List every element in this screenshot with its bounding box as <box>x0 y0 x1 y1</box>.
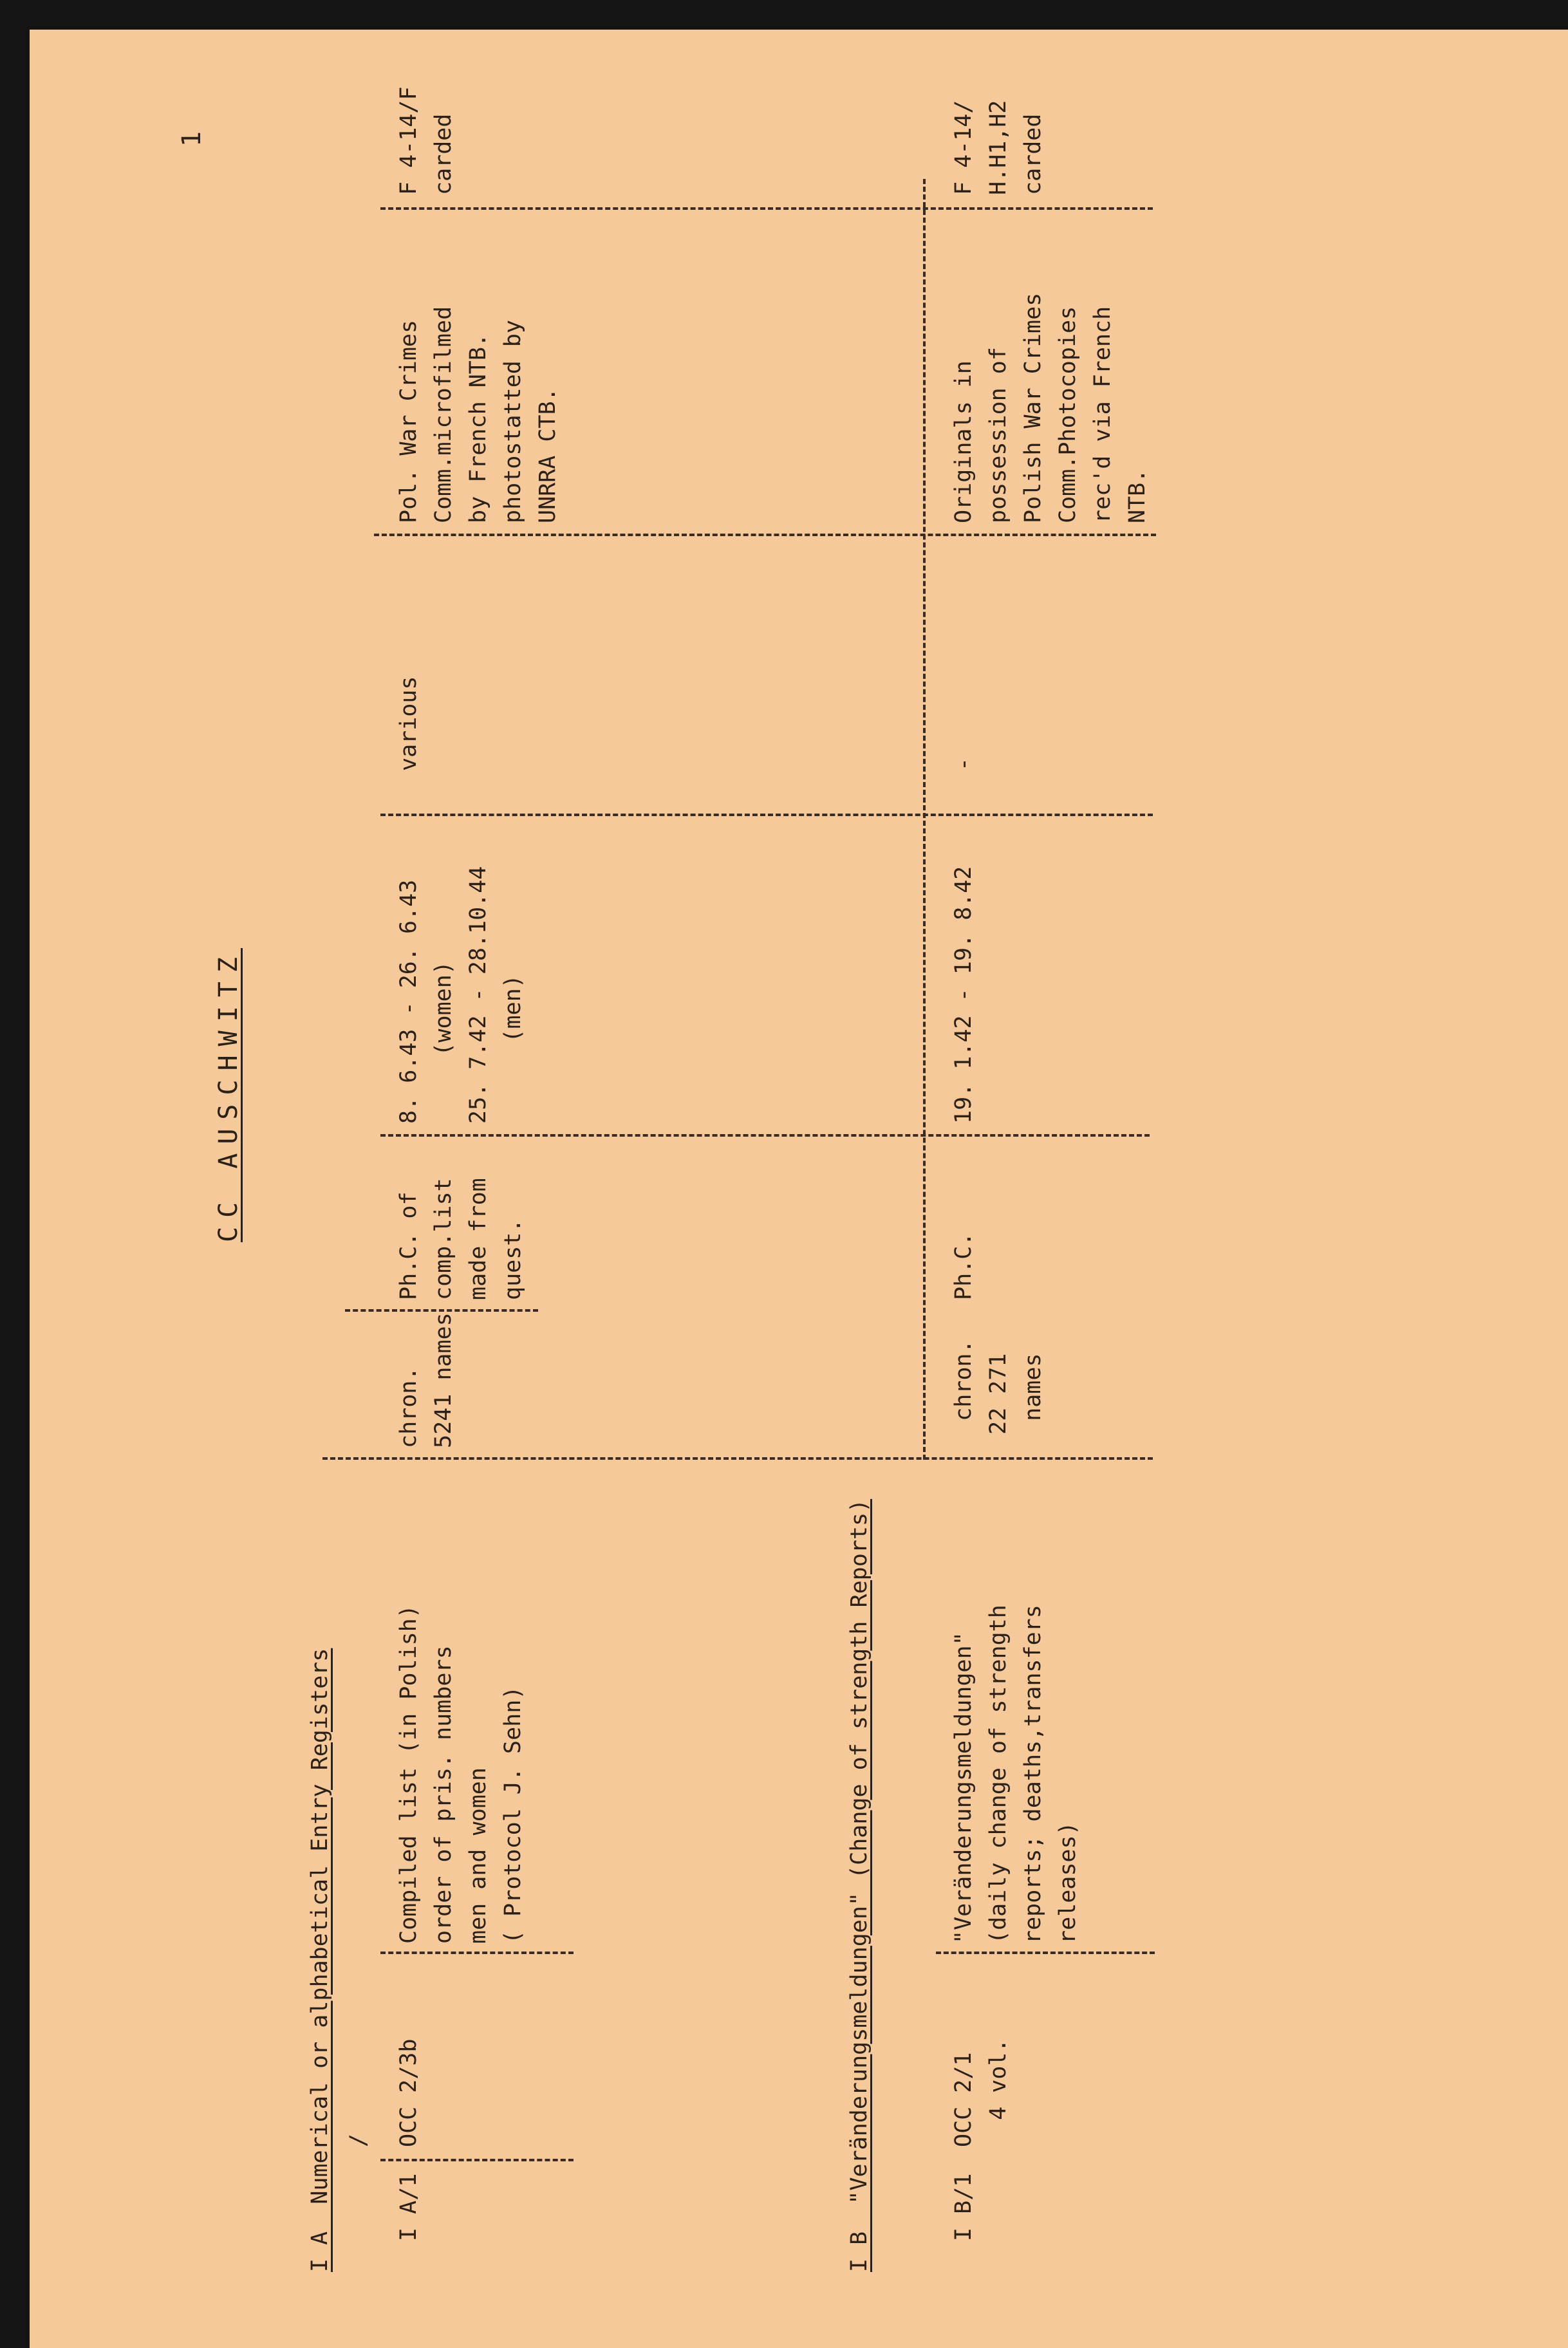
ref-line: 4 vol. <box>985 2038 1011 2147</box>
description-line: ( Protocol J. Sehn) <box>500 1686 526 1944</box>
source-line: UNRRA CTB. <box>535 387 561 523</box>
source-line: NTB. <box>1125 469 1150 523</box>
source-line: possession of <box>985 347 1011 523</box>
column-separator <box>380 814 1153 816</box>
dates-line: (women) <box>431 961 456 1124</box>
description-line: men and women <box>465 1767 491 1944</box>
column-separator <box>380 1952 574 1954</box>
column-separator <box>380 2159 574 2161</box>
row-ib1-place: - <box>951 757 976 771</box>
dates-line: 25. 7.42 - 28.10.44 <box>465 866 491 1124</box>
source-line: Pol. War Crimes <box>396 319 422 523</box>
description-line: reports; deaths,transfers <box>1020 1605 1046 1944</box>
dates-line: 8. 6.43 - 26. 6.43 <box>396 879 422 1124</box>
column-separator <box>380 207 1153 210</box>
section-ia-slash: / <box>346 2133 371 2147</box>
row-ib1-form: Ph.C. <box>951 1232 976 1300</box>
arrangement-line: chron. <box>396 1366 422 1448</box>
source-line: by French NTB. <box>465 333 491 523</box>
row-ia1-place: various <box>396 676 422 771</box>
row-ia1-ref: OCC 2/3b <box>396 2038 422 2147</box>
description-line: Compiled list (in Polish) <box>396 1605 422 1944</box>
column-separator <box>322 1457 1153 1460</box>
rotated-table-sheet <box>30 30 1568 2348</box>
form-line: quest. <box>500 1218 526 1300</box>
column-separator <box>936 1952 1155 1954</box>
row-ib1-dates: 19. 1.42 - 19. 8.42 <box>951 866 976 1124</box>
arrangement-line: 5241 names <box>431 1312 456 1448</box>
description-line: "Veränderungsmeldungen" <box>951 1632 976 1944</box>
arrangement-line: 22 271 <box>985 1353 1011 1448</box>
description-line: (daily change of strength <box>985 1605 1011 1944</box>
section-ia-heading: I A Numerical or alphabetical Entry Registers <box>307 1648 333 2272</box>
location-line: carded <box>1020 113 1046 195</box>
row-separator <box>923 179 926 1460</box>
arrangement-line: chron. <box>951 1339 976 1448</box>
source-line: Comm.microfilmed <box>431 306 456 523</box>
page-title: CC AUSCHWITZ <box>214 948 243 1242</box>
form-line: comp.list <box>431 1178 456 1300</box>
ref-line: OCC 2/1 <box>951 2052 976 2147</box>
source-line: Comm.Photocopies <box>1055 306 1081 523</box>
description-line: releases) <box>1055 1822 1081 1944</box>
source-line: photostatted by <box>500 319 526 523</box>
location-line: F 4-14/ <box>951 100 976 195</box>
source-line: Polish War Crimes <box>1020 292 1046 523</box>
form-line: made from <box>465 1178 491 1300</box>
document-page <box>30 30 1568 2348</box>
dates-line: (men) <box>500 974 526 1124</box>
row-ib1-id: I B/1 <box>951 2173 976 2241</box>
location-line: carded <box>431 113 456 195</box>
row-ia1-id: I A/1 <box>396 2173 422 2241</box>
location-line: H.H1,H2 <box>985 100 1011 195</box>
description-line: order of pris. numbers <box>431 1645 456 1944</box>
column-separator <box>345 1309 538 1312</box>
location-line: F 4-14/F <box>396 86 422 195</box>
column-separator <box>380 1134 1150 1137</box>
column-separator <box>374 534 1156 536</box>
arrangement-line: names <box>1020 1353 1046 1448</box>
page-number: 1 <box>177 131 207 147</box>
source-line: Originals in <box>951 360 976 523</box>
form-line: Ph.C. of <box>396 1191 422 1300</box>
source-line: rec'd via French <box>1090 306 1115 523</box>
section-ib-heading: I B "Veränderungsmeldungen" (Change of strength Reports) <box>846 1498 872 2272</box>
